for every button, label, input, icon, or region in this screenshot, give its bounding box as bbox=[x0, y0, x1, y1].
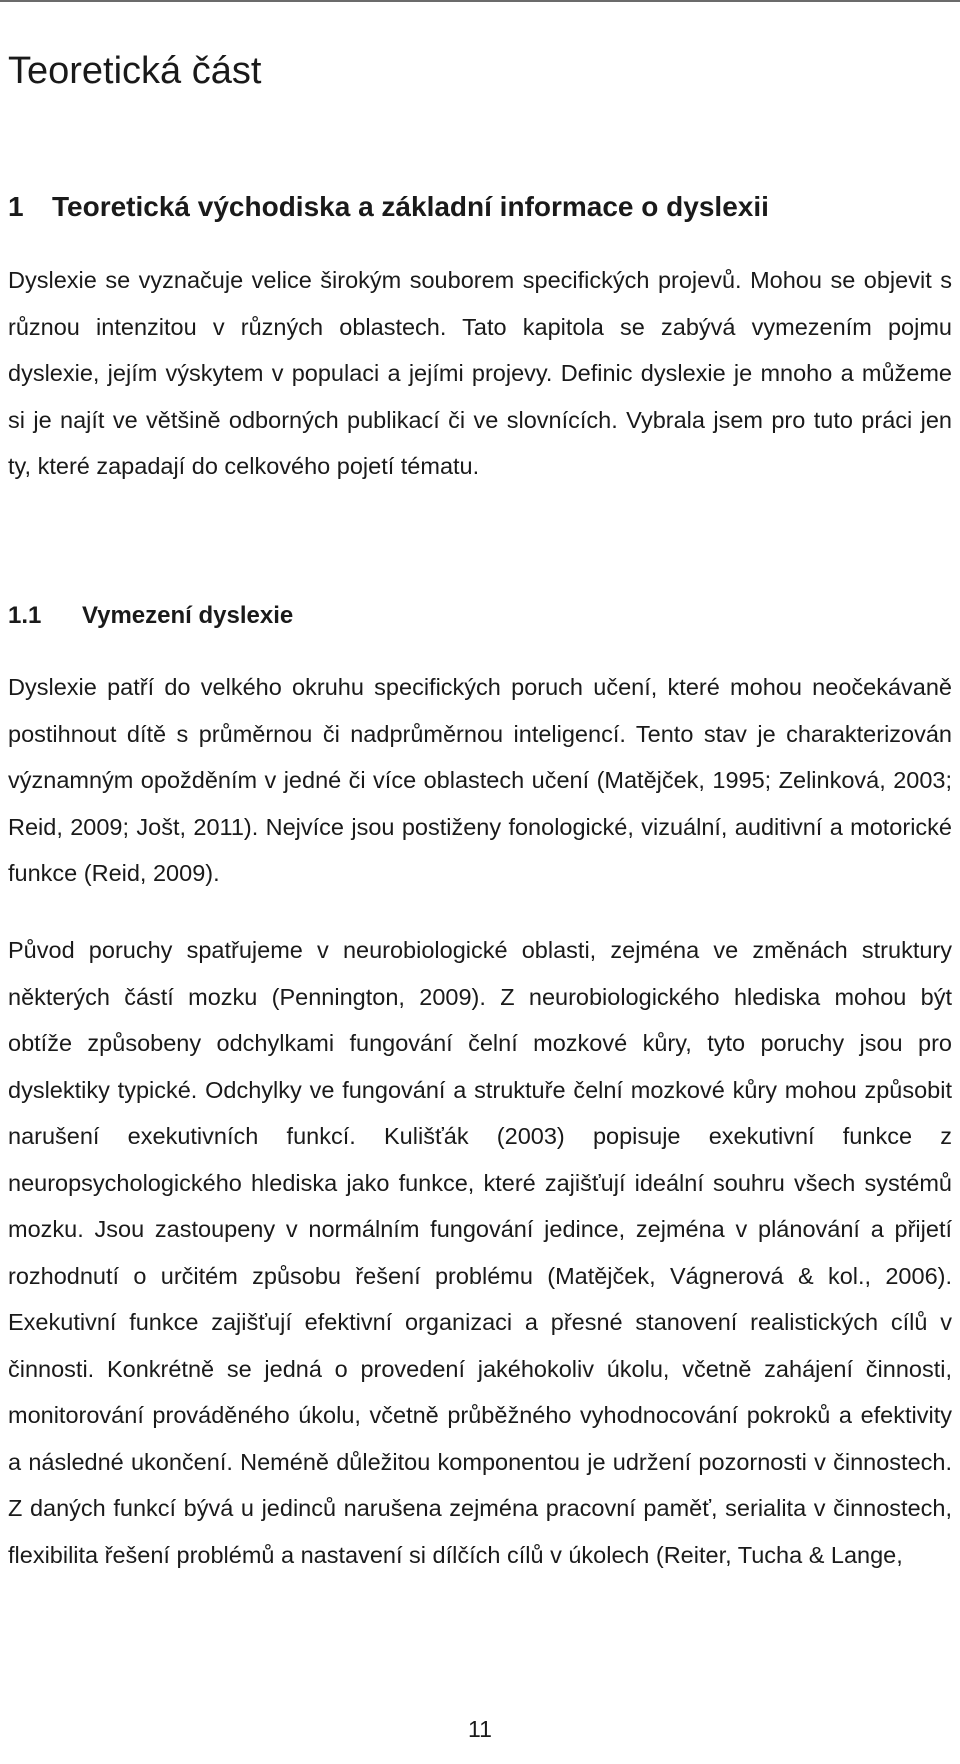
part-title: Teoretická část bbox=[8, 50, 262, 92]
page-top-border bbox=[0, 0, 960, 2]
chapter-number: 1 bbox=[8, 191, 24, 222]
chapter-heading bbox=[8, 187, 769, 227]
page-number: 11 bbox=[468, 1716, 492, 1742]
chapter-title: Teoretická východiska a základní informace o dyslexii bbox=[52, 191, 769, 222]
origin-paragraph: Původ poruchy spatřujeme v neurobiologické oblasti, zejména ve změnách struktury některých částí mozku (Pennington, 2009). Z neurobiologického hlediska mohou být obtíže způsobeny odchylkami fungování čelní mozkové kůry, tyto poruchy jsou pro dyslektiky typické. Odchylky ve fungování a struktuře čelní mozkové kůry mohou způsobit narušení exekutivních funkcí. Kulišťák (2003) popisuje exekutivní funkce z neuropsychologického hlediska jako funkce, které zajišťují ideální souhru všech systémů mozku. Jsou zastoupeny v normálním fungování jedince, zejména v plánování a přijetí rozhodnutí o určitém způsobu řešení problému (Matějček, Vágnerová & kol., 2006). Exekutivní funkce zajišťují efektivní organizaci a přesné stanovení realistických cílů v činnosti. Konkrétně se jedná o provedení jakéhokoliv úkolu, včetně zahájení činnosti, monitorování prováděného úkolu, včetně průběžného vyhodnocování pokroků a efektivity a následné ukončení. Neméně důležitou komponentou je udržení pozornosti v činnostech. Z daných funkcí bývá u jedinců narušena zejména pracovní paměť, serialita v činnostech, flexibilita řešení problémů a nastavení si dílčích cílů v úkolech (Reiter, Tucha & Lange, bbox=[8, 937, 952, 1568]
definition-paragraph: Dyslexie patří do velkého okruhu specifických poruch učení, které mohou neočekávaně postihnout dítě s průměrnou či nadprůměrnou inteligencí. Tento stav je charakterizován významným opožděním v jedné či více oblastech učení (Matějček, 1995; Zelinková, 2003; Reid, 2009; Jošt, 2011). Nejvíce jsou postiženy fonologické, vizuální, auditivní a motorické funkce (Reid, 2009). bbox=[8, 674, 952, 886]
section-number: 1.1 bbox=[8, 602, 42, 629]
section-title: Vymezení dyslexie bbox=[82, 602, 294, 629]
intro-paragraph: Dyslexie se vyznačuje velice širokým souborem specifických projevů. Mohou se objevit s různou intenzitou v různých oblastech. Tato kapitola se zabývá vymezením pojmu dyslexie, jejím výskytem v populaci a jejími projevy. Definic dyslexie je mnoho a můžeme si je najít ve většině odborných publikací či ve slovnících. Vybrala jsem pro tuto práci jen ty, které zapadají do celkového pojetí tématu. bbox=[8, 267, 952, 479]
section-heading bbox=[8, 598, 293, 634]
